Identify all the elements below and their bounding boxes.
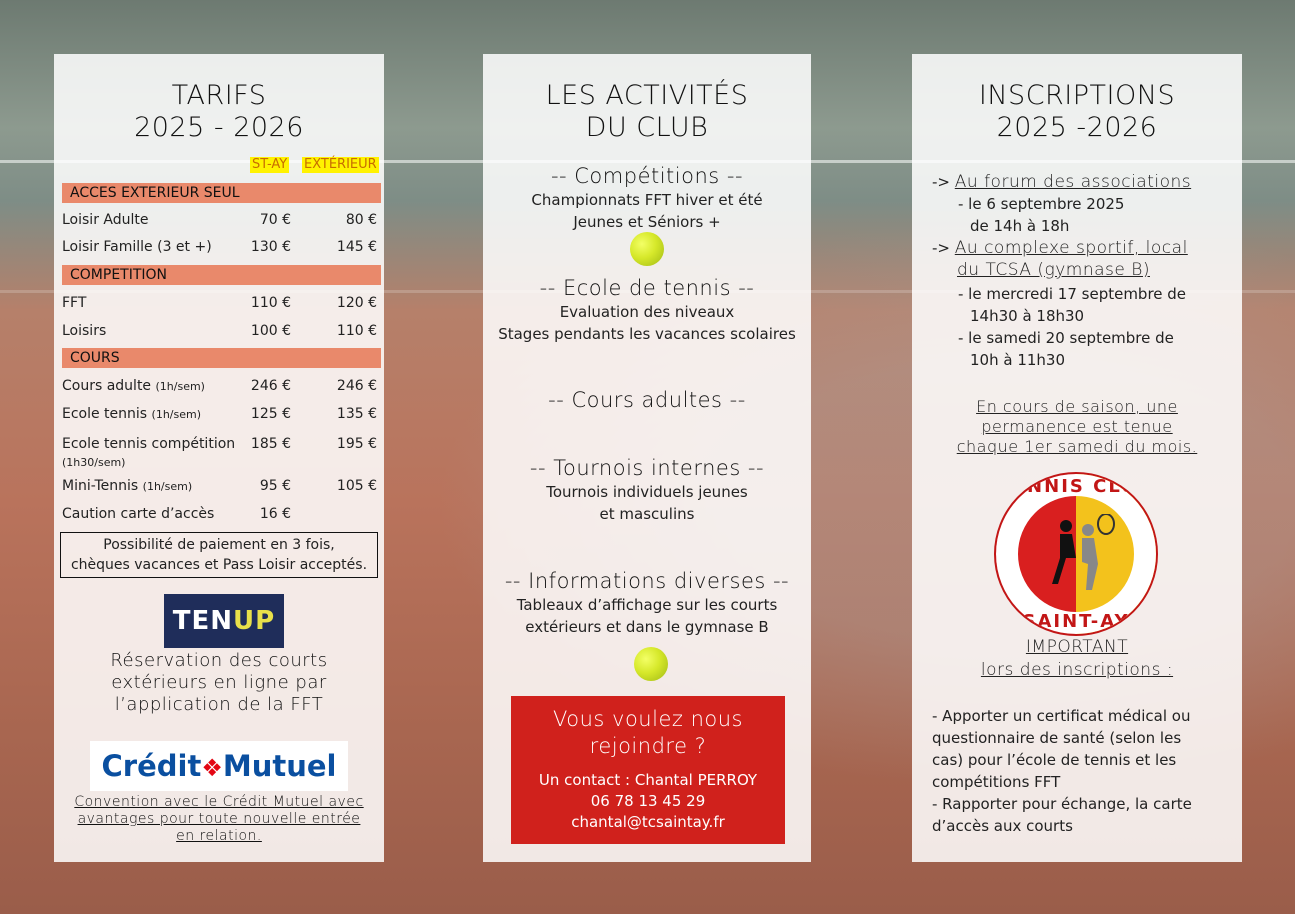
table-row [62, 211, 377, 229]
section-cours-adultes: -- Cours adultes -- [548, 388, 746, 412]
row-label: Loisir Adulte [62, 212, 149, 228]
payment-box: Possibilité de paiement en 3 fois, chèques vacances et Pass Loisir acceptés. [60, 532, 378, 578]
row-label: Loisirs [62, 323, 107, 339]
price-exterieur: 135 € [336, 406, 377, 422]
row-label: Mini-Tennis (1h/sem) [62, 478, 193, 494]
price-st-ay: 246 € [250, 378, 291, 394]
club-logo: TENNIS CLUB SAINT-AY [994, 472, 1158, 636]
tennis-ball-icon [634, 647, 668, 681]
convention-text: Convention avec le Crédit Mutuel avec avantages pour toute nouvelle entrée en relation. [74, 794, 364, 844]
table-row [62, 405, 377, 423]
price-exterieur: 105 € [336, 478, 377, 494]
contact-email[interactable]: chantal@tcsaintay.fr [571, 813, 725, 831]
contact-phone: 06 78 13 45 29 [590, 792, 706, 810]
price-st-ay: 95 € [259, 478, 291, 494]
table-row [62, 294, 377, 312]
section-competitions: -- Compétitions -- Championnats FFT hiver et été Jeunes et Séniors + [531, 164, 763, 231]
row-label: FFT [62, 295, 87, 311]
complexe-block: -> Au complexe sportif, local du TCSA (gymnase B) - le mercredi 17 septembre de 14h30 à 18h30 - le samedi 20 septembre de 10h à 11h30 [932, 238, 1188, 369]
price-exterieur: 110 € [336, 323, 377, 339]
price-st-ay: 110 € [250, 295, 291, 311]
price-st-ay: 125 € [250, 406, 291, 422]
col-st-ay: ST-AY [252, 157, 288, 172]
players-icon [1036, 514, 1120, 598]
credit-mutuel-mark-icon: ❖ [201, 754, 223, 782]
table-row [62, 477, 377, 495]
activites-panel [483, 54, 811, 862]
table-row [62, 322, 377, 340]
price-st-ay: 130 € [250, 239, 291, 255]
credit-mutuel-logo: Crédit❖Mutuel [90, 741, 348, 791]
section-acces: ACCES EXTERIEUR SEUL [62, 183, 381, 203]
inscriptions-title: INSCRIPTIONS 2025 -2026 [978, 80, 1176, 143]
price-st-ay: 185 € [250, 436, 291, 452]
reservation-text: Réservation des courts extérieurs en ligne par l’application de la FFT [110, 650, 328, 715]
important-list: - Apporter un certificat médical ou questionnaire de santé (selon les cas) pour l’école de tennis et les compétitions FFT - Rapporter pour échange, la carte d’accès aux courts [932, 707, 1192, 835]
tarifs-title-line1: TARIFS [171, 80, 267, 111]
section-cours: COURS [62, 348, 381, 368]
activites-title: LES ACTIVITÉS DU CLUB [545, 80, 749, 143]
tarifs-title-line2: 2025 - 2026 [134, 112, 304, 143]
section-infos: -- Informations diverses -- Tableaux d’affichage sur les courts extérieurs et dans le gymnase B [504, 569, 790, 636]
inscriptions-panel [912, 54, 1242, 862]
row-label: Loisir Famille (3 et +) [62, 239, 212, 255]
price-st-ay: 100 € [250, 323, 291, 339]
section-competition: COMPETITION [62, 265, 381, 285]
price-exterieur: 80 € [345, 212, 377, 228]
join-heading: Vous voulez nous rejoindre ? [553, 707, 743, 758]
price-exterieur: 145 € [336, 239, 377, 255]
row-label: Ecole tennis (1h/sem) [62, 406, 202, 422]
section-ecole: -- Ecole de tennis -- Evaluation des niveaux Stages pendants les vacances scolaires [498, 276, 796, 343]
row-label: Ecole tennis compétition (1h30/sem) [62, 436, 236, 469]
tarifs-title [54, 80, 384, 144]
table-row [62, 505, 377, 523]
section-tournois: -- Tournois internes -- Tournois individuels jeunes et masculins [529, 456, 765, 523]
row-label: Cours adulte (1h/sem) [62, 378, 205, 394]
price-exterieur: 195 € [336, 436, 377, 452]
table-row [62, 238, 377, 256]
price-st-ay: 70 € [259, 212, 291, 228]
tarifs-panel [54, 54, 384, 862]
row-label: Caution carte d’accès [62, 506, 215, 522]
forum-block: -> Au forum des associations - le 6 septembre 2025 de 14h à 18h [932, 172, 1192, 235]
table-row [62, 435, 377, 469]
price-exterieur: 246 € [336, 378, 377, 394]
important-heading: IMPORTANT lors des inscriptions : [980, 637, 1174, 680]
join-box [511, 696, 785, 844]
tennis-ball-icon [630, 232, 664, 266]
contact-name: Un contact : Chantal PERROY [538, 771, 758, 789]
tenup-logo: TENUP [164, 594, 284, 648]
col-exterieur: EXTÉRIEUR [304, 157, 377, 172]
price-exterieur: 120 € [336, 295, 377, 311]
table-row [62, 377, 377, 395]
permanence-text: En cours de saison, une permanence est tenue chaque 1er samedi du mois. [956, 397, 1198, 456]
price-st-ay: 16 € [259, 506, 291, 522]
